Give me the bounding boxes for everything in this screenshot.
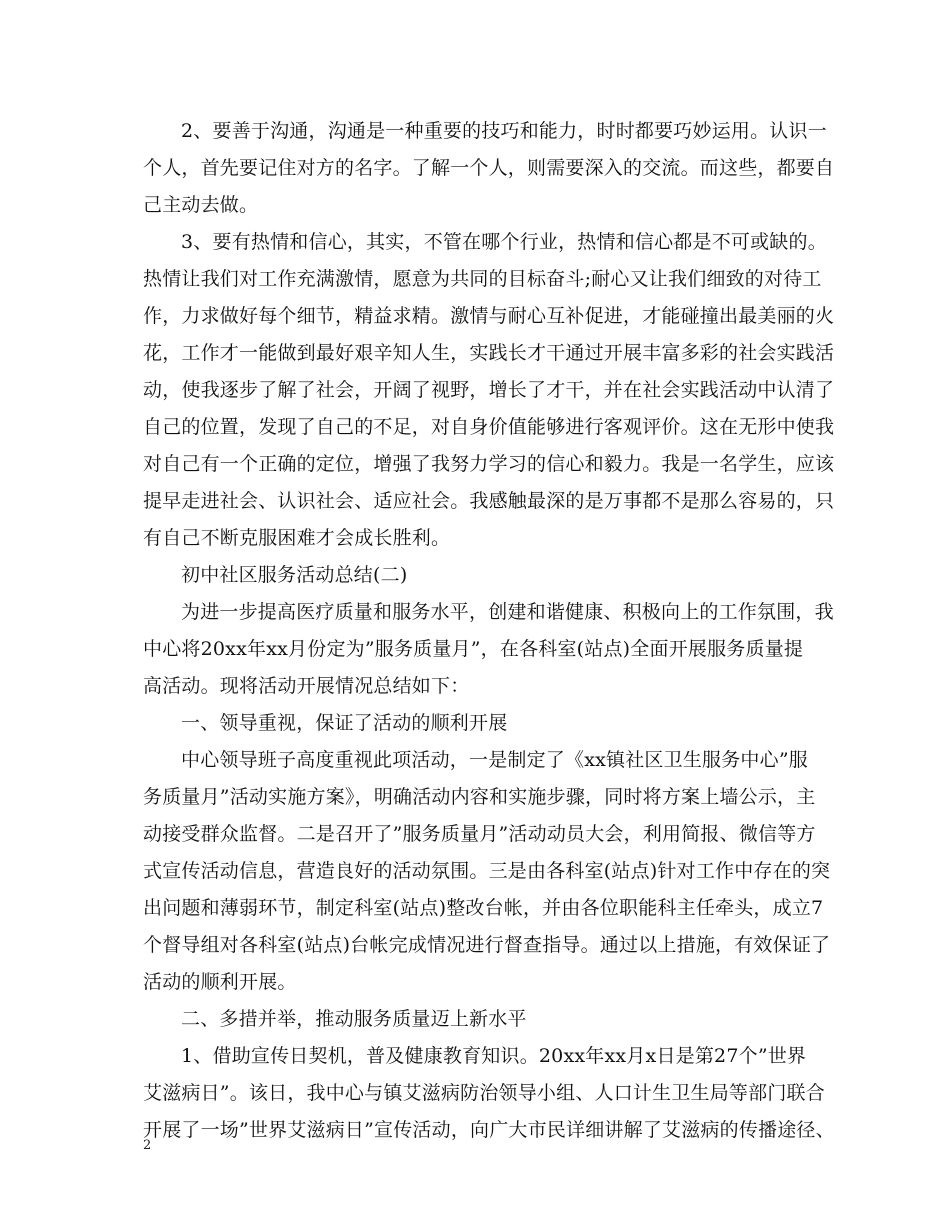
paragraph-line: 2、要善于沟通，沟通是一种重要的技巧和能力，时时都要巧妙运用。认识一 [181, 120, 827, 142]
subsection-heading: 二、多措并举，推动服务质量迈上新水平 [181, 1008, 527, 1030]
paragraph-line: 艾滋病日”。该日，我中心与镇艾滋病防治领导小组、人口计生卫生局等部门联合 [143, 1082, 825, 1104]
subsection-heading: 一、领导重视，保证了活动的顺利开展 [181, 712, 508, 734]
page-number: 2 [143, 1138, 152, 1153]
paragraph-line: 己主动去做。 [143, 194, 259, 216]
paragraph-line: 对自己有一个正确的定位，增强了我努力学习的信心和毅力。我是一名学生，应该 [143, 453, 835, 475]
paragraph-line: 提早走进社会、认识社会、适应社会。我感触最深的是万事都不是那么容易的，只 [143, 490, 835, 512]
paragraph-line: 中心将20xx年xx月份定为”服务质量月”，在各科室(站点)全面开展服务质量提 [143, 638, 804, 660]
paragraph-line: 热情让我们对工作充满激情，愿意为共同的目标奋斗;耐心又让我们细致的对待工 [143, 268, 822, 290]
paragraph-line: 自己的位置，发现了自己的不足，对自身价值能够进行客观评价。这在无形中使我 [143, 416, 835, 438]
paragraph-line: 高活动。现将活动开展情况总结如下： [143, 675, 470, 697]
paragraph-line: 为进一步提高医疗质量和服务水平，创建和谐健康、积极向上的工作氛围，我 [181, 601, 834, 623]
paragraph-line: 出问题和薄弱环节，制定科室(站点)整改台帐，并由各位职能科主任牵头，成立7 [143, 897, 824, 919]
paragraph-line: 活动的顺利开展。 [143, 971, 297, 993]
section-heading: 初中社区服务活动总结(二) [181, 564, 408, 586]
paragraph-line: 1、借助宣传日契机，普及健康教育知识。20xx年xx月x日是第27个”世界 [181, 1045, 807, 1067]
paragraph-line: 中心领导班子高度重视此项活动，一是制定了《xx镇社区卫生服务中心”服 [181, 749, 808, 771]
paragraph-line: 作，力求做好每个细节，精益求精。激情与耐心互补促进，才能碰撞出最美丽的火 [143, 305, 835, 327]
paragraph-line: 开展了一场”世界艾滋病日”宣传活动，向广大市民详细讲解了艾滋病的传播途径、 [143, 1119, 835, 1141]
paragraph-line: 个人，首先要记住对方的名字。了解一个人，则需要深入的交流。而这些，都要自 [143, 157, 835, 179]
paragraph-line: 有自己不断克服困难才会成长胜利。 [143, 527, 451, 549]
paragraph-line: 个督导组对各科室(站点)台帐完成情况进行督查指导。通过以上措施，有效保证了 [143, 934, 831, 956]
paragraph-line: 动接受群众监督。二是召开了”服务质量月”活动动员大会，利用简报、微信等方 [143, 823, 816, 845]
paragraph-line: 式宣传活动信息，营造良好的活动氛围。三是由各科室(站点)针对工作中存在的突 [143, 860, 831, 882]
paragraph-line: 动，使我逐步了解了社会，开阔了视野，增长了才干，并在社会实践活动中认清了 [143, 379, 835, 401]
paragraph-line: 3、要有热情和信心，其实，不管在哪个行业，热情和信心都是不可或缺的。 [181, 231, 827, 253]
paragraph-line: 花，工作才一能做到最好艰辛知人生，实践长才干通过开展丰富多彩的社会实践活 [143, 342, 835, 364]
paragraph-line: 务质量月”活动实施方案》，明确活动内容和实施步骤，同时将方案上墙公示，主 [143, 786, 816, 808]
